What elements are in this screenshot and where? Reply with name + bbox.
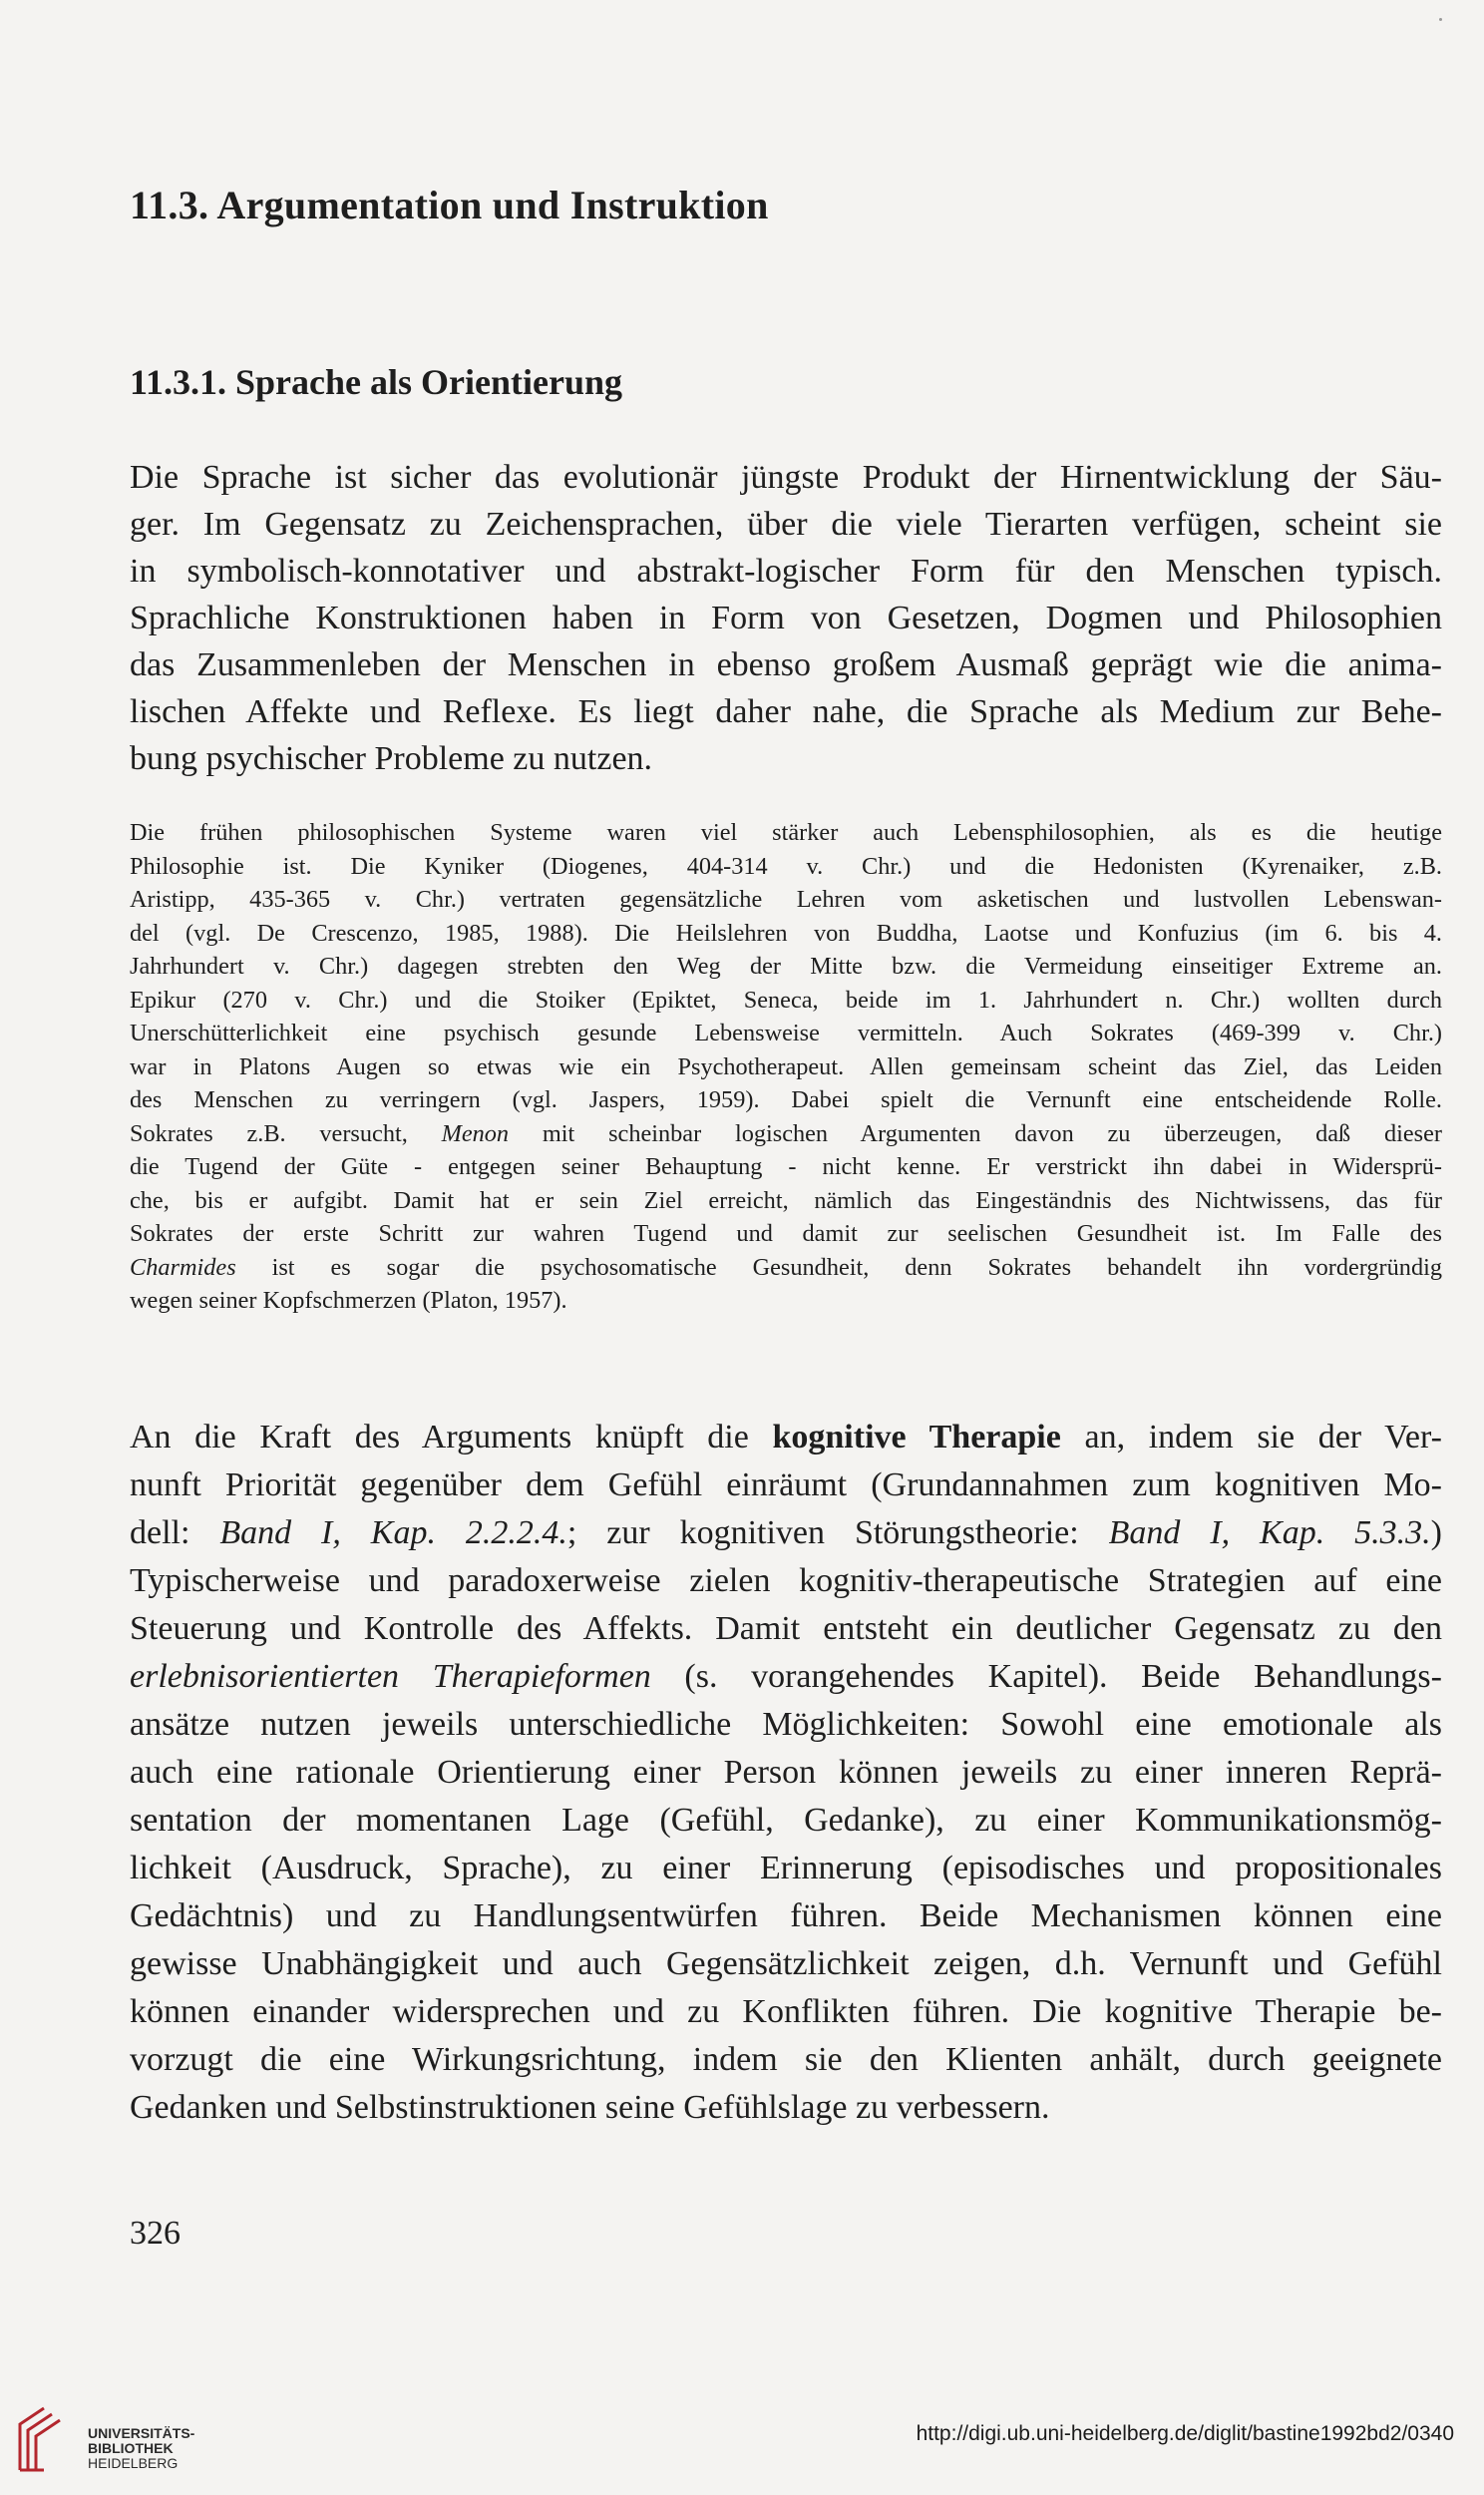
paragraph-cognitive-therapy — [130, 1414, 1442, 2132]
italic-title: Charmides — [130, 1253, 236, 1281]
text-line: nunft Priorität gegenüber dem Gefühl einräumt (Grundannahmen zum kognitiven Mo- — [130, 1466, 1442, 1503]
text-line: ansätze nutzen jeweils unterschiedliche Möglichkeiten: Sowohl eine emotionale als — [130, 1706, 1442, 1743]
text-line: sentation der momentanen Lage (Gefühl, Gedanke), zu einer Kommunikationsmög- — [130, 1802, 1442, 1839]
cross-reference: Band I, Kap. 5.3.3. — [1108, 1514, 1431, 1551]
text-line: Unerschütterlichkeit eine psychisch gesunde Lebensweise vermitteln. Auch Sokrates (469-399 v. Chr.) — [130, 1020, 1442, 1046]
text-run: ) — [1430, 1514, 1442, 1551]
text-line: lichkeit (Ausdruck, Sprache), zu einer Erinnerung (episodisches und propositionales — [130, 1850, 1442, 1886]
source-url-link[interactable]: http://digi.ub.uni-heidelberg.de/diglit/bastine1992bd2/0340 — [916, 2422, 1454, 2445]
text-run: (s. vorangehendes Kapitel). Beide Behandlungs- — [650, 1658, 1442, 1695]
text-run: ; zur kognitiven Störungstheorie: — [566, 1514, 1109, 1551]
text-line: in symbolisch-konnotativer und abstrakt-logischer Form für den Menschen typisch. — [130, 553, 1442, 590]
text-line: das Zusammenleben der Menschen in ebenso großem Ausmaß geprägt wie die anima- — [130, 646, 1442, 683]
scan-dot — [1439, 18, 1442, 21]
text-line: auch eine rationale Orientierung einer Person können jeweils zu einer inneren Reprä- — [130, 1754, 1442, 1791]
subsection-heading: 11.3.1. Sprache als Orientierung — [130, 362, 622, 402]
footer-bar — [0, 2384, 1484, 2495]
text-line: Die frühen philosophischen Systeme waren viel stärker auch Lebensphilosophien, als es die heutige — [130, 819, 1442, 846]
text-line: Sokrates der erste Schritt zur wahren Tugend und damit zur seelischen Gesundheit ist. Im Falle des — [130, 1220, 1442, 1247]
text-run: Sokrates z.B. versucht, — [130, 1119, 442, 1147]
text-line — [130, 1117, 1442, 1151]
text-line: Epikur (270 v. Chr.) und die Stoiker (Epiktet, Seneca, beide im 1. Jahrhundert n. Chr.) wollten durch — [130, 986, 1442, 1014]
text-line: Steuerung und Kontrolle des Affekts. Damit entsteht ein deutlicher Gegensatz zu den — [130, 1610, 1442, 1647]
italic-term: erlebnisorientierten Therapieformen — [130, 1658, 651, 1695]
text-line: des Menschen zu verringern (vgl. Jaspers, 1959). Dabei spielt die Vernunft eine entscheidende Rolle. — [130, 1086, 1442, 1113]
text-line: Jahrhundert v. Chr.) dagegen strebten den Weg der Mitte bzw. die Vermeidung einseitiger Extreme an. — [130, 953, 1442, 980]
text-line: gewisse Unabhängigkeit und auch Gegensätzlichkeit zeigen, d.h. Vernunft und Gefühl — [130, 1945, 1442, 1982]
text-line: del (vgl. De Crescenzo, 1985, 1988). Die Heilslehren von Buddha, Laotse und Konfuzius (im 6. bis 4. — [130, 919, 1442, 947]
text-line: Die Sprache ist sicher das evolutionär jüngste Produkt der Hirnentwicklung der Säu- — [130, 459, 1442, 496]
paragraph-small-print — [130, 816, 1442, 1318]
section-heading: 11.3. Argumentation und Instruktion — [130, 183, 769, 227]
text-line: Aristipp, 435-365 v. Chr.) vertraten gegensätzliche Lehren vom asketischen und lustvollen Lebenswan- — [130, 886, 1442, 913]
text-line: ger. Im Gegensatz zu Zeichensprachen, über die viele Tierarten verfügen, scheint sie — [130, 506, 1442, 543]
text-run: dell: — [130, 1514, 220, 1551]
library-line: HEIDELBERG — [88, 2455, 179, 2471]
library-logo-icon — [14, 2404, 84, 2474]
text-run: An die Kraft des Arguments knüpft die — [130, 1419, 773, 1455]
paragraph-intro — [130, 454, 1442, 782]
text-run: ist es sogar die psychosomatische Gesundheit, denn Sokrates behandelt ihn vordergründig — [235, 1253, 1442, 1281]
text-line — [130, 1414, 1442, 1461]
text-line: war in Platons Augen so etwas wie ein Psychotherapeut. Allen gemeinsam scheint das Ziel, das Leiden — [130, 1052, 1442, 1080]
text-line — [130, 1653, 1442, 1701]
text-line: che, bis er aufgibt. Damit hat er sein Ziel erreicht, nämlich das Eingeständnis des Nichtwissens, das für — [130, 1186, 1442, 1214]
text-line: vorzugt die eine Wirkungsrichtung, indem sie den Klienten anhält, durch geeignete — [130, 2041, 1442, 2078]
text-line: bung psychischer Probleme zu nutzen. — [130, 740, 653, 777]
page-number: 326 — [130, 2215, 181, 2252]
text-line: die Tugend der Güte - entgegen seiner Behauptung - nicht kenne. Er verstrickt ihn dabei in Widersprü- — [130, 1153, 1442, 1180]
text-line: Philosophie ist. Die Kyniker (Diogenes, 404-314 v. Chr.) und die Hedonisten (Kyrenaiker, z.B. — [130, 852, 1442, 880]
library-line: UNIVERSITÄTS- — [88, 2425, 195, 2441]
cross-reference: Band I, Kap. 2.2.2.4. — [219, 1514, 567, 1551]
library-name — [88, 2426, 194, 2471]
text-line: wegen seiner Kopfschmerzen (Platon, 1957). — [130, 1287, 567, 1314]
text-line: Gedächtnis) und zu Handlungsentwürfen führen. Beide Mechanismen können eine — [130, 1897, 1442, 1934]
text-line — [130, 1251, 1442, 1285]
text-line: lischen Affekte und Reflexe. Es liegt daher nahe, die Sprache als Medium zur Behe- — [130, 693, 1442, 730]
italic-title: Menon — [441, 1119, 510, 1147]
library-line: BIBLIOTHEK — [88, 2440, 174, 2456]
text-run: an, indem sie der Ver- — [1060, 1419, 1442, 1455]
text-line: können einander widersprechen und zu Konflikten führen. Die kognitive Therapie be- — [130, 1993, 1442, 2030]
text-line — [130, 1509, 1442, 1557]
text-line: Gedanken und Selbstinstruktionen seine Gefühlslage zu verbessern. — [130, 2089, 1050, 2126]
bold-term: kognitive Therapie — [772, 1419, 1061, 1455]
text-run: mit scheinbar logischen Argumenten davon zu überzeugen, daß dieser — [509, 1119, 1442, 1147]
text-line: Typischerweise und paradoxerweise zielen kognitiv-therapeutische Strategien auf eine — [130, 1562, 1442, 1599]
text-line: Sprachliche Konstruktionen haben in Form von Gesetzen, Dogmen und Philosophien — [130, 600, 1442, 636]
